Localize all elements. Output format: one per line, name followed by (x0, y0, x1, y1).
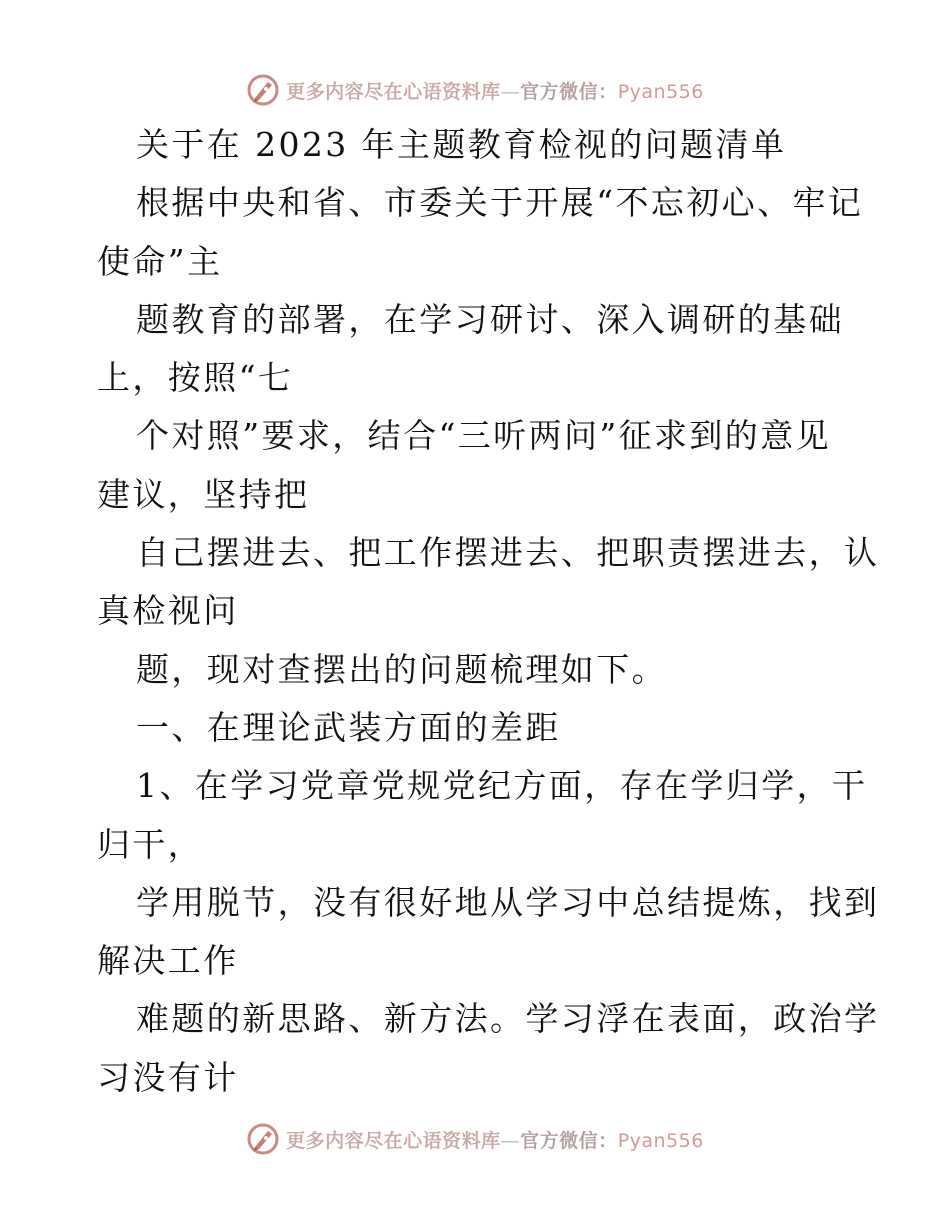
text-line: 根据中央和省、市委关于开展“不忘初心、牢记 (136, 183, 864, 223)
text-line: 真检视问 (97, 591, 239, 631)
text-line: 个对照”要求，结合“三听两问”征求到的意见 (136, 416, 832, 456)
text-line: 自己摆进去、把工作摆进去、把职责摆进去，认 (136, 533, 880, 573)
text-line: 题，现对查摆出的问题梳理如下。 (136, 649, 667, 689)
text-line: 解决工作 (97, 941, 239, 981)
text-line: 学用脱节，没有很好地从学习中总结提炼，找到 (136, 882, 880, 922)
document-body (97, 116, 880, 1107)
text-line: 1、在学习党章党规党纪方面，存在学归学，干 (136, 766, 868, 806)
text-line: 一、在理论武装方面的差距 (136, 707, 561, 747)
pen-logo-icon (246, 73, 280, 107)
watermark-text: 更多内容尽在心语资料库—官方微信：Pyan556 (286, 80, 704, 103)
pen-logo-icon (246, 1122, 280, 1156)
watermark-text: 更多内容尽在心语资料库—官方微信：Pyan556 (286, 1129, 704, 1152)
text-line: 题教育的部署，在学习研讨、深入调研的基础 (136, 299, 844, 339)
text-line: 习没有计 (97, 1057, 239, 1097)
footer-watermark (0, 1119, 950, 1159)
text-line: 关于在 2023 年主题教育检视的问题清单 (136, 125, 787, 164)
header-watermark (0, 70, 950, 110)
text-line: 建议，坚持把 (97, 474, 310, 514)
text-line: 使命”主 (97, 241, 223, 281)
text-line: 难题的新思路、新方法。学习浮在表面，政治学 (136, 999, 880, 1039)
text-line: 上，按照“七 (97, 358, 294, 398)
text-line: 归干， (97, 824, 204, 864)
